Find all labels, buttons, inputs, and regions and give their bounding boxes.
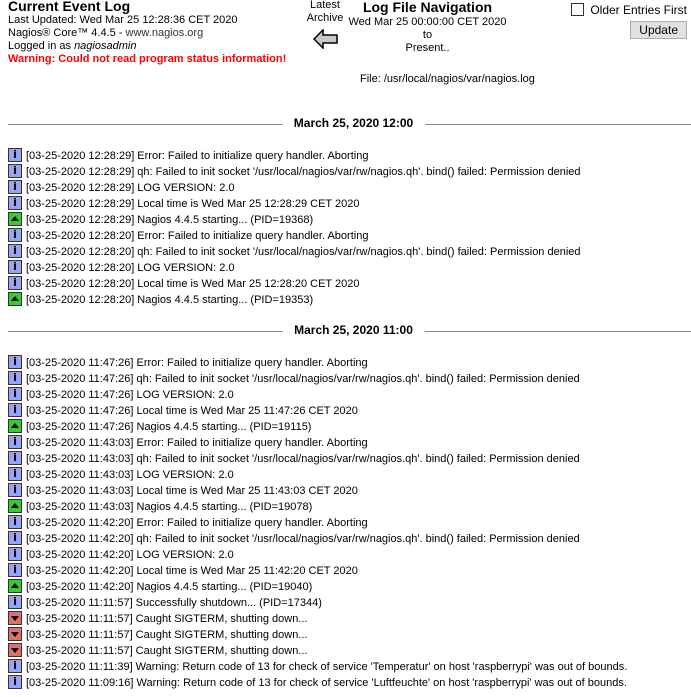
info-icon: [8, 276, 22, 290]
log-entry: [8, 659, 627, 675]
log-text: [03-25-2020 12:28:29] Nagios 4.4.5 starting... (PID=19368): [26, 214, 314, 226]
start-icon: [8, 499, 22, 513]
log-entry: [8, 403, 358, 419]
info-icon: [8, 228, 22, 242]
log-text: [03-25-2020 11:47:26] Error: Failed to initialize query handler. Aborting: [26, 357, 368, 369]
start-icon: [8, 419, 22, 433]
log-entry: [8, 196, 359, 212]
info-icon: [8, 451, 22, 465]
log-text: [03-25-2020 12:28:20] Nagios 4.4.5 starting... (PID=19353): [26, 294, 314, 306]
log-text: [03-25-2020 11:47:26] Local time is Wed Mar 25 11:47:26 CET 2020: [26, 405, 358, 417]
log-entry: [8, 212, 313, 228]
info-icon: [8, 547, 22, 561]
log-text: [03-25-2020 11:11:57] Caught SIGTERM, shutting down...: [26, 645, 308, 657]
log-entry: [8, 244, 581, 260]
log-entry: [8, 371, 580, 387]
log-text: [03-25-2020 11:09:16] Warning: Return code of 13 for check of service 'Luftfeuchte' on host 'raspberrypi' was out of bounds.: [26, 677, 627, 689]
log-text: [03-25-2020 12:28:20] qh: Failed to init socket '/usr/local/nagios/var/rw/nagios.qh'. bind() failed: Permission denied: [26, 246, 581, 258]
nav-from: Wed Mar 25 00:00:00 CET 2020: [348, 16, 507, 28]
log-entry: [8, 260, 235, 276]
info-icon: [8, 371, 22, 385]
log-text: [03-25-2020 11:11:39] Warning: Return code of 13 for check of service 'Temperatur' on host 'raspberrypi' was out of bounds.: [26, 661, 628, 673]
log-entry: [8, 180, 235, 196]
update-button[interactable]: Update: [630, 21, 687, 39]
log-text: [03-25-2020 11:43:03] qh: Failed to init socket '/usr/local/nagios/var/rw/nagios.qh'. bind() failed: Permission denied: [26, 453, 580, 465]
page-title: Current Event Log: [8, 0, 131, 14]
log-entry: [8, 276, 359, 292]
info-icon: [8, 403, 22, 417]
section-label: March 25, 2020 11:00: [282, 323, 425, 337]
stop-icon: [8, 627, 22, 641]
info-icon: [8, 515, 22, 529]
log-entry: [8, 228, 368, 244]
log-entry: [8, 627, 307, 643]
log-entry: [8, 547, 234, 563]
stop-icon: [8, 643, 22, 657]
log-text: [03-25-2020 12:28:20] LOG VERSION: 2.0: [26, 262, 235, 274]
username: nagiosadmin: [74, 40, 137, 52]
log-text: [03-25-2020 11:42:20] Local time is Wed Mar 25 11:42:20 CET 2020: [26, 565, 358, 577]
log-text: [03-25-2020 11:42:20] Nagios 4.4.5 starting... (PID=19040): [26, 581, 313, 593]
section-label: March 25, 2020 12:00: [282, 116, 425, 130]
logged-in: [8, 40, 136, 52]
log-text: [03-25-2020 12:28:29] Error: Failed to initialize query handler. Aborting: [26, 150, 369, 162]
start-icon: [8, 579, 22, 593]
info-icon: [8, 180, 22, 194]
latest-archive-line2: Archive: [306, 12, 344, 24]
nav-present: Present..: [405, 42, 450, 54]
log-text: [03-25-2020 11:11:57] Caught SIGTERM, shutting down...: [26, 613, 308, 625]
older-entries-checkbox[interactable]: [571, 3, 584, 16]
stop-icon: [8, 611, 22, 625]
latest-archive-link[interactable]: [300, 0, 350, 25]
start-icon: [8, 292, 22, 306]
log-text: [03-25-2020 11:42:20] LOG VERSION: 2.0: [26, 549, 234, 561]
log-text: [03-25-2020 12:28:29] LOG VERSION: 2.0: [26, 182, 235, 194]
info-icon: [8, 595, 22, 609]
section-header: [0, 324, 691, 338]
info-icon: [8, 260, 22, 274]
log-entry: [8, 292, 313, 308]
section-header: [0, 117, 691, 131]
log-entry: [8, 531, 580, 547]
log-text: [03-25-2020 12:28:29] qh: Failed to init socket '/usr/local/nagios/var/rw/nagios.qh'. bind() failed: Permission denied: [26, 166, 581, 178]
nav-to: to: [422, 29, 433, 41]
log-entry: [8, 164, 581, 180]
log-text: [03-25-2020 11:42:20] qh: Failed to init socket '/usr/local/nagios/var/rw/nagios.qh'. bind() failed: Permission denied: [26, 533, 580, 545]
nagios-link[interactable]: www.nagios.org: [125, 27, 204, 39]
info-icon: [8, 196, 22, 210]
info-icon: [8, 355, 22, 369]
log-entry: [8, 515, 368, 531]
log-entry: [8, 675, 627, 691]
log-text: [03-25-2020 12:28:20] Local time is Wed Mar 25 12:28:20 CET 2020: [26, 278, 360, 290]
info-icon: [8, 467, 22, 481]
log-text: [03-25-2020 11:43:03] Local time is Wed Mar 25 11:43:03 CET 2020: [26, 485, 358, 497]
nav-title: Log File Navigation: [362, 0, 493, 15]
left-arrow-icon[interactable]: [313, 29, 339, 49]
log-entry: [8, 387, 234, 403]
log-entry: [8, 579, 312, 595]
log-text: [03-25-2020 11:43:03] LOG VERSION: 2.0: [26, 469, 234, 481]
log-text: [03-25-2020 11:43:03] Nagios 4.4.5 starting... (PID=19078): [26, 501, 313, 513]
start-icon: [8, 212, 22, 226]
status-warning: Warning: Could not read program status information!: [8, 53, 287, 65]
log-file-navigation: [345, 0, 510, 55]
info-icon: [8, 148, 22, 162]
log-text: [03-25-2020 11:43:03] Error: Failed to initialize query handler. Aborting: [26, 437, 368, 449]
log-entry: [8, 563, 358, 579]
log-text: [03-25-2020 11:47:26] LOG VERSION: 2.0: [26, 389, 234, 401]
log-entry: [8, 611, 307, 627]
log-text: [03-25-2020 11:47:26] qh: Failed to init socket '/usr/local/nagios/var/rw/nagios.qh'. bind() failed: Permission denied: [26, 373, 580, 385]
log-entry: [8, 595, 322, 611]
log-text: [03-25-2020 12:28:20] Error: Failed to initialize query handler. Aborting: [26, 230, 369, 242]
older-entries-option[interactable]: [571, 3, 687, 17]
info-icon: [8, 563, 22, 577]
log-entry: [8, 643, 307, 659]
version-text: Nagios® Core™ 4.4.5 -: [8, 27, 126, 39]
info-icon: [8, 244, 22, 258]
latest-archive-line1: Latest: [310, 0, 340, 11]
older-entries-label: Older Entries First: [590, 3, 687, 17]
log-entry: [8, 483, 358, 499]
log-entry: [8, 355, 368, 371]
info-icon: [8, 483, 22, 497]
logged-in-label: Logged in as: [8, 40, 75, 52]
log-text: [03-25-2020 12:28:29] Local time is Wed Mar 25 12:28:29 CET 2020: [26, 198, 360, 210]
log-text: [03-25-2020 11:11:57] Caught SIGTERM, shutting down...: [26, 629, 308, 641]
info-icon: [8, 164, 22, 178]
info-icon: [8, 659, 22, 673]
version-info: [8, 27, 203, 39]
log-entry: [8, 499, 312, 515]
info-icon: [8, 435, 22, 449]
log-entry: [8, 435, 368, 451]
log-text: [03-25-2020 11:11:57] Successfully shutdown... (PID=17344): [26, 597, 322, 609]
log-entry: [8, 467, 234, 483]
last-updated: Last Updated: Wed Mar 25 12:28:36 CET 2020: [8, 14, 238, 26]
log-entry: [8, 148, 368, 164]
log-entry: [8, 451, 580, 467]
log-text: [03-25-2020 11:47:26] Nagios 4.4.5 starting... (PID=19115): [26, 421, 312, 433]
info-icon: [8, 387, 22, 401]
log-file-path: File: /usr/local/nagios/var/nagios.log: [360, 73, 535, 85]
info-icon: [8, 531, 22, 545]
log-text: [03-25-2020 11:42:20] Error: Failed to initialize query handler. Aborting: [26, 517, 368, 529]
info-icon: [8, 675, 22, 689]
log-entry: [8, 419, 311, 435]
